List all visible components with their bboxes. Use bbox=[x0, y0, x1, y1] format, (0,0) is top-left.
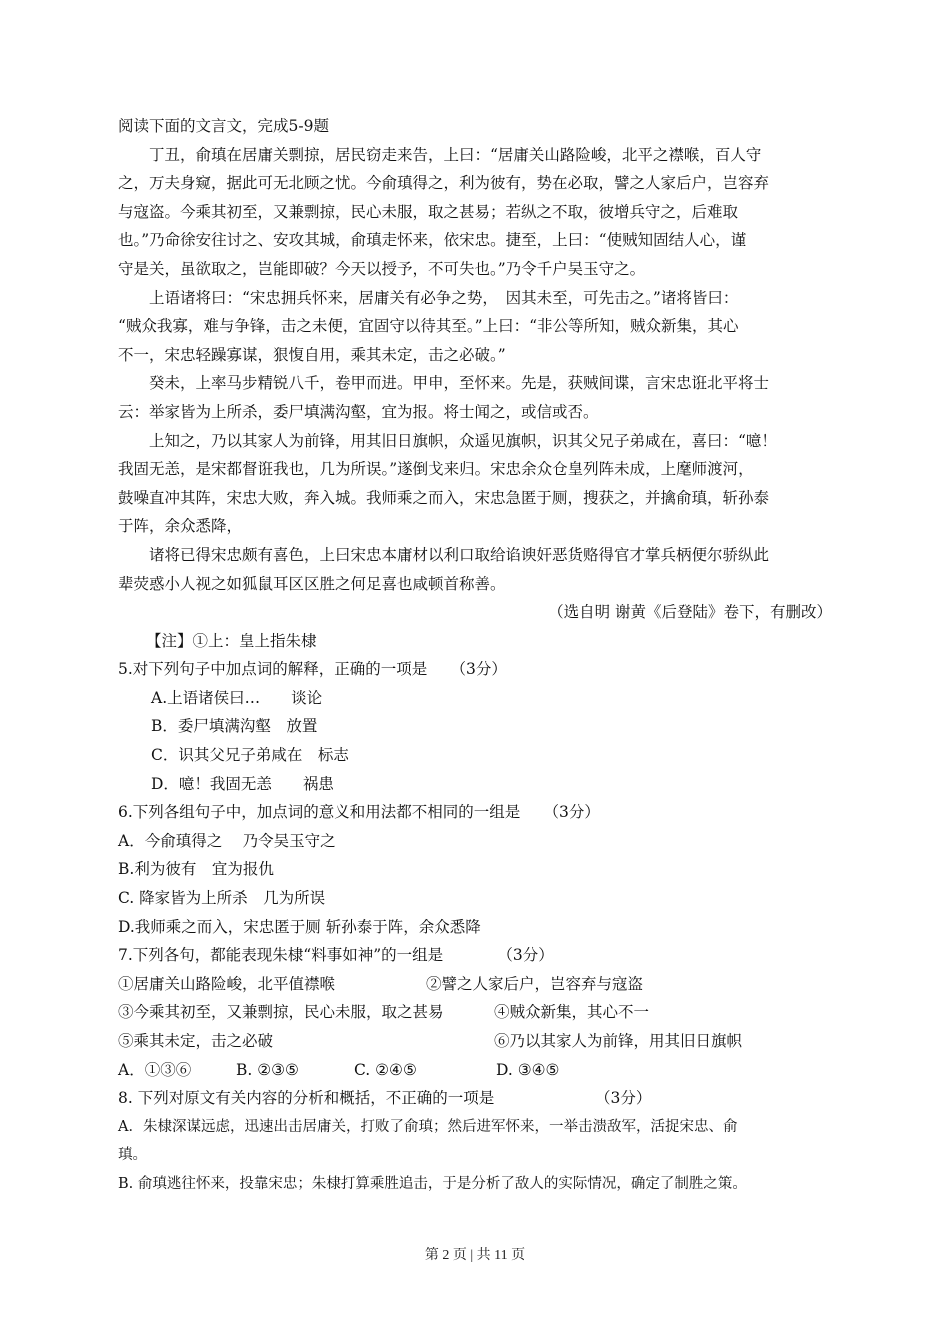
question-6-option-b: B.利为彼有 宜为报仇 bbox=[118, 860, 274, 879]
passage-line: 云：举家皆为上所杀，委尸填满沟壑，宜为报。将士闻之，或信或否。 bbox=[118, 402, 599, 421]
question-7-item: ⑤乘其未定，击之必破 bbox=[118, 1032, 274, 1050]
passage-line: “贼众我寡，难与争锋，击之未便，宜固守以待其至。”上曰：“非公等所知，贼众新集，其心 bbox=[118, 317, 739, 336]
question-6-option-d: D.我师乘之而入，宋忠匿于厕 斩孙泰于阵，余众悉降 bbox=[118, 917, 481, 936]
section-intro: 阅读下面的文言文，完成5-9题 bbox=[118, 117, 329, 135]
question-8-stem: 8. 下列对原文有关内容的分析和概括，不正确的一项是 （3分） bbox=[118, 1089, 652, 1108]
question-6-option-c: C. 降家皆为上所杀 几为所误 bbox=[118, 889, 326, 908]
passage-line: 辈荧惑小人视之如狐鼠耳区区胜之何足喜也咸顿首称善。 bbox=[118, 574, 506, 593]
passage-line: 与寇盗。今乘其初至，又兼剽掠，民心未服，取之甚易；若纵之不取，彼增兵守之，后难取 bbox=[118, 202, 739, 221]
passage-line: 丁丑，俞瑱在居庸关剽掠，居民窃走来告，上曰：“居庸关山路险峻，北平之襟喉，百人守 bbox=[149, 145, 762, 164]
question-7-item: ⑥乃以其家人为前锋，用其旧日旗帜 bbox=[494, 1032, 743, 1050]
question-5-option-d: D．噫！我固无恙 祸患 bbox=[151, 774, 334, 793]
document-body bbox=[118, 112, 836, 1199]
passage-line: 于阵，余众悉降， bbox=[118, 517, 243, 536]
passage-line: 也。”乃命徐安往讨之、安攻其城，俞瑱走怀来，依宋忠。捷至，上曰：“使贼知固结人心，谨 bbox=[118, 231, 747, 250]
passage-line: 守是关，虽欲取之，岂能即破？今天以授予，不可失也。”乃令千户吴玉守之。 bbox=[118, 259, 646, 278]
question-7-choice-c: C. ②④⑤ bbox=[354, 1060, 417, 1079]
passage-line: 上知之，乃以其家人为前锋，用其旧日旗帜，众遥见旗帜，识其父兄子弟咸在，喜曰：“噫！ bbox=[149, 431, 777, 450]
question-5-option-c: C．识其父兄子弟咸在 标志 bbox=[151, 746, 349, 765]
question-7-choice-a: A．①③⑥ bbox=[118, 1060, 192, 1079]
source-citation: （选自明 谢黄《后登陆》卷下，有删改） bbox=[548, 603, 832, 622]
question-8-option-line: 瑱。 bbox=[118, 1147, 147, 1164]
question-7-items-row bbox=[118, 1027, 836, 1056]
page-footer: 第 2 页 | 共 11 页 bbox=[424, 1248, 526, 1263]
passage-line: 之，万夫身窥，据此可无北顾之忧。今俞瑱得之，利为彼有，势在必取，譬之人家后户，岂容弃 bbox=[118, 174, 770, 193]
question-7-choices bbox=[118, 1056, 836, 1085]
question-7-item: ④贼众新集，其心不一 bbox=[494, 1003, 650, 1022]
question-7-item: ③今乘其初至，又兼剽掠，民心未服，取之甚易 bbox=[118, 1003, 444, 1022]
passage-line: 上语诸将曰：“宋忠拥兵怀来，居庸关有必争之势， 因其未至，可先击之。”诸将皆曰： bbox=[149, 288, 739, 307]
question-5-stem: 5.对下列句子中加点词的解释，正确的一项是 （3分） bbox=[118, 660, 507, 679]
question-7-items-row bbox=[118, 970, 836, 999]
passage-line: 癸未，上率马步精锐八千，卷甲而进。甲申，至怀来。先是，获贼间谍，言宋忠诳北平将士 bbox=[149, 374, 770, 393]
passage-line: 不一，宋忠轻躁寡谋，狠愎自用，乘其未定，击之必破。” bbox=[118, 345, 506, 364]
question-6-stem: 6.下列各组句子中，加点词的意义和用法都不相同的一组是 （3分） bbox=[118, 803, 600, 822]
passage-line: 诸将已得宋忠颇有喜色，上曰宋忠本庸材以利口取给谄谀奸恶货赂得官才掌兵柄便尔骄纵此 bbox=[149, 545, 770, 564]
question-5-option-a: A.上语诸侯曰… 谈论 bbox=[151, 688, 323, 707]
question-8-option-line: B. 俞瑱逃往怀来，投靠宋忠；朱棣打算乘胜追击，于是分析了敌人的实际情况，确定了制胜之策。 bbox=[118, 1175, 747, 1192]
question-7-stem: 7.下列各句，都能表现朱棣“料事如神”的一组是 （3分） bbox=[118, 946, 554, 965]
question-7-choice-d: D. ③④⑤ bbox=[496, 1060, 560, 1079]
passage-line: 鼓噪直冲其阵，宋忠大败，奔入城。我师乘之而入，宋忠急匿于厕，搜获之，并擒俞瑱，斩孙泰 bbox=[118, 488, 770, 507]
question-7-item: ①居庸关山路险峻，北平值襟喉 bbox=[118, 974, 336, 993]
footnote: 【注】①上：皇上指朱棣 bbox=[146, 631, 317, 650]
question-7-choice-b: B. ②③⑤ bbox=[236, 1060, 299, 1079]
question-7-item: ②譬之人家后户，岂容弃与寇盗 bbox=[426, 974, 644, 993]
passage-line: 我固无恙，是宋都督诳我也，几为所误。”遂倒戈来归。宋忠余众仓皇列阵未成，上麾师渡河， bbox=[118, 460, 754, 479]
question-6-option-a: A．今俞瑱得之 乃令吴玉守之 bbox=[118, 831, 336, 850]
question-7-items-row bbox=[118, 998, 836, 1027]
question-5-option-b: B．委尸填满沟壑 放置 bbox=[151, 717, 318, 736]
question-8-option-line: A．朱棣深谋远虑，迅速出击居庸关，打败了俞瑱；然后进军怀来，一举击溃敌军，活捉宋忠、俞 bbox=[118, 1118, 738, 1135]
